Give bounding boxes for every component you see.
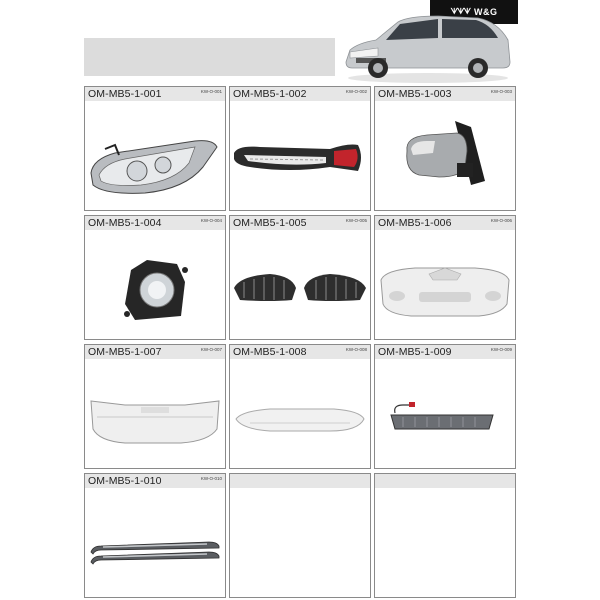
- part-cell-header: [375, 87, 515, 101]
- part-cell[interactable]: [229, 215, 371, 340]
- grille-pair-icon: [230, 230, 370, 339]
- front-bumper-icon: [375, 230, 515, 339]
- part-number: OM-MB5-1-006: [378, 217, 452, 229]
- part-number: OM-MB5-1-004: [88, 217, 162, 229]
- part-cell-header: [85, 345, 225, 359]
- part-cell[interactable]: [374, 215, 516, 340]
- part-code: KW-O-005: [345, 218, 367, 223]
- part-cell[interactable]: [374, 344, 516, 469]
- part-code: KW-O-007: [200, 347, 222, 352]
- part-code: KW-O-008: [345, 347, 367, 352]
- minivan-icon: [338, 10, 516, 84]
- part-number: OM-MB5-1-010: [88, 475, 162, 487]
- empty-part-cell: [229, 473, 371, 598]
- part-number: OM-MB5-1-001: [88, 88, 162, 100]
- spoiler-icon: [230, 359, 370, 468]
- part-cell[interactable]: [229, 86, 371, 211]
- part-cell[interactable]: [84, 473, 226, 598]
- brand-logo-mark: ᗐᗐᗐ: [450, 7, 471, 16]
- side-mirror-icon: [375, 101, 515, 210]
- part-number: OM-MB5-1-002: [233, 88, 307, 100]
- part-cell[interactable]: [229, 344, 371, 469]
- part-cell[interactable]: [84, 86, 226, 211]
- part-code: KW-O-002: [345, 89, 367, 94]
- part-code: KW-O-001: [200, 89, 222, 94]
- headlight-icon: [85, 101, 225, 210]
- part-code: KW-O-009: [490, 347, 512, 352]
- part-number: OM-MB5-1-003: [378, 88, 452, 100]
- part-cell[interactable]: [374, 86, 516, 211]
- part-cell-header: [85, 216, 225, 230]
- parts-grid: [84, 86, 516, 598]
- part-cell-header: [85, 87, 225, 101]
- fog-lamp-icon: [85, 230, 225, 339]
- tail-lamp-icon: [230, 101, 370, 210]
- part-number: OM-MB5-1-005: [233, 217, 307, 229]
- rear-bumper-icon: [85, 359, 225, 468]
- part-number: OM-MB5-1-008: [233, 346, 307, 358]
- part-cell-header: [230, 345, 370, 359]
- part-number: OM-MB5-1-009: [378, 346, 452, 358]
- third-brake-lamp-icon: [375, 359, 515, 468]
- part-cell-header: [230, 87, 370, 101]
- part-code: KW-O-006: [490, 218, 512, 223]
- roof-rail-icon: [85, 488, 225, 597]
- part-code: KW-O-004: [200, 218, 222, 223]
- part-cell-header: [375, 216, 515, 230]
- brand-logo-text: W&G: [474, 7, 498, 17]
- part-cell-header: [85, 474, 225, 488]
- part-code: KW-O-003: [490, 89, 512, 94]
- part-cell-header: [230, 474, 370, 488]
- part-cell[interactable]: [84, 344, 226, 469]
- catalog-title-bar: [84, 38, 335, 76]
- part-code: KW-O-010: [200, 476, 222, 481]
- part-number: OM-MB5-1-007: [88, 346, 162, 358]
- hero-car-image: [338, 10, 516, 84]
- part-cell-header: [375, 345, 515, 359]
- part-cell-header: [230, 216, 370, 230]
- empty-part-cell: [374, 473, 516, 598]
- part-cell[interactable]: [84, 215, 226, 340]
- part-cell-header: [375, 474, 515, 488]
